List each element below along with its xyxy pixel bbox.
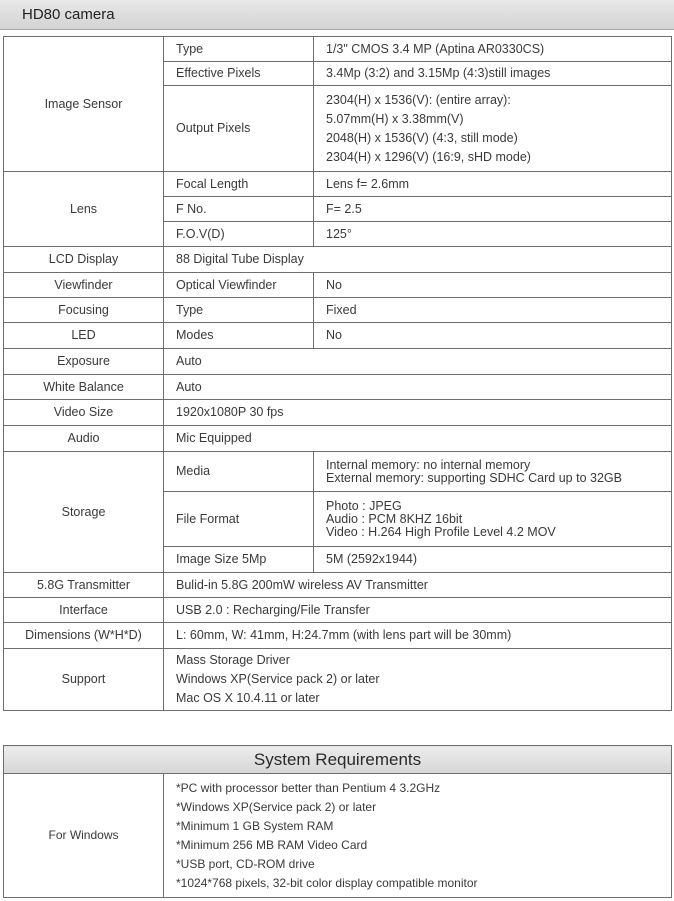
spec-label: F No.: [164, 197, 314, 222]
spec-value: 1920x1080P 30 fps: [164, 400, 672, 426]
spec-value: 5M (2592x1944): [314, 547, 672, 573]
table-row: [4, 375, 672, 400]
requirement-line: *Minimum 256 MB RAM Video Card: [176, 837, 368, 852]
page-title: HD80 camera: [22, 6, 115, 23]
table-row: [4, 298, 672, 323]
spec-value: [314, 492, 672, 547]
table-row: [4, 426, 672, 452]
spec-value: No: [314, 273, 672, 298]
spec-line: 5.07mm(H) x 3.38mm(V): [326, 111, 464, 126]
requirement-line: *Windows XP(Service pack 2) or later: [176, 799, 377, 814]
spec-value: No: [314, 323, 672, 349]
table-row: [4, 400, 672, 426]
category-support: Support: [4, 649, 164, 711]
category-white-balance: White Balance: [4, 375, 164, 400]
spec-label: F.O.V(D): [164, 222, 314, 247]
spec-value: 88 Digital Tube Display: [164, 247, 672, 273]
spec-value: Lens f= 2.6mm: [314, 172, 672, 197]
table-row: [4, 774, 672, 898]
table-row: [4, 273, 672, 298]
spec-line: 2304(H) x 1536(V): (entire array):: [326, 92, 511, 107]
spec-line: Photo : JPEG: [326, 498, 402, 513]
spec-line: Video : H.264 High Profile Level 4.2 MOV: [326, 524, 556, 539]
spec-value: F= 2.5: [314, 197, 672, 222]
requirement-line: *USB port, CD-ROM drive: [176, 856, 315, 871]
spec-line: Audio : PCM 8KHZ 16bit: [326, 511, 463, 526]
spec-value: 1/3" CMOS 3.4 MP (Aptina AR0330CS): [314, 37, 672, 62]
category-exposure: Exposure: [4, 349, 164, 375]
spec-value: L: 60mm, W: 41mm, H:24.7mm (with lens part will be 30mm): [164, 623, 672, 649]
category-storage: Storage: [4, 452, 164, 573]
requirement-line: *PC with processor better than Pentium 4 3.2GHz: [176, 780, 441, 795]
spec-label: Type: [164, 37, 314, 62]
spec-line: Internal memory: no internal memory: [326, 457, 531, 472]
category-interface: Interface: [4, 598, 164, 623]
category-video-size: Video Size: [4, 400, 164, 426]
requirement-line: *1024*768 pixels, 32-bit color display compatible monitor: [176, 875, 478, 890]
spec-value: [164, 649, 672, 711]
category-transmitter: 5.8G Transmitter: [4, 573, 164, 598]
spec-line: 2304(H) x 1296(V) (16:9, sHD mode): [326, 149, 531, 164]
category-audio: Audio: [4, 426, 164, 452]
spec-value: [314, 452, 672, 492]
spec-line: 2048(H) x 1536(V) (4:3, still mode): [326, 130, 518, 145]
category-led: LED: [4, 323, 164, 349]
table-row: [4, 623, 672, 649]
table-row: [4, 649, 672, 711]
spec-label: File Format: [164, 492, 314, 547]
spec-label: Modes: [164, 323, 314, 349]
spec-value: 3.4Mp (3:2) and 3.15Mp (4:3)still images: [314, 62, 672, 86]
table-row: [4, 37, 672, 62]
spec-table: [3, 36, 672, 711]
title-bar: [0, 0, 674, 30]
spec-value: Auto: [164, 349, 672, 375]
spec-label: Focal Length: [164, 172, 314, 197]
spec-label: Media: [164, 452, 314, 492]
spec-line: Mac OS X 10.4.11 or later: [176, 691, 320, 705]
table-row: [4, 746, 672, 774]
category-dimensions: Dimensions (W*H*D): [4, 623, 164, 649]
table-row: [4, 598, 672, 623]
spec-line: Windows XP(Service pack 2) or later: [176, 672, 380, 686]
category-for-windows: For Windows: [4, 774, 164, 898]
spec-value: USB 2.0 : Recharging/File Transfer: [164, 598, 672, 623]
category-image-sensor: Image Sensor: [4, 37, 164, 172]
category-lens: Lens: [4, 172, 164, 247]
table-row: [4, 247, 672, 273]
spec-label: Effective Pixels: [164, 62, 314, 86]
system-requirements-table: [3, 745, 672, 898]
table-row: [4, 349, 672, 375]
spec-label: Optical Viewfinder: [164, 273, 314, 298]
spec-line: Mass Storage Driver: [176, 653, 290, 667]
spec-value: Fixed: [314, 298, 672, 323]
spec-value: 125°: [314, 222, 672, 247]
spec-value: [314, 86, 672, 172]
requirement-line: *Minimum 1 GB System RAM: [176, 818, 334, 833]
spec-label: Image Size 5Mp: [164, 547, 314, 573]
category-focusing: Focusing: [4, 298, 164, 323]
category-lcd-display: LCD Display: [4, 247, 164, 273]
system-requirements-title: System Requirements: [4, 746, 672, 774]
category-viewfinder: Viewfinder: [4, 273, 164, 298]
table-row: [4, 172, 672, 197]
spec-value: [164, 774, 672, 898]
table-row: [4, 323, 672, 349]
spec-label: Type: [164, 298, 314, 323]
spec-label: Output Pixels: [164, 86, 314, 172]
spec-value: Bulid-in 5.8G 200mW wireless AV Transmitter: [164, 573, 672, 598]
table-row: [4, 452, 672, 492]
spec-value: Mic Equipped: [164, 426, 672, 452]
table-row: [4, 573, 672, 598]
spec-line: External memory: supporting SDHC Card up to 32GB: [326, 470, 622, 485]
spec-value: Auto: [164, 375, 672, 400]
